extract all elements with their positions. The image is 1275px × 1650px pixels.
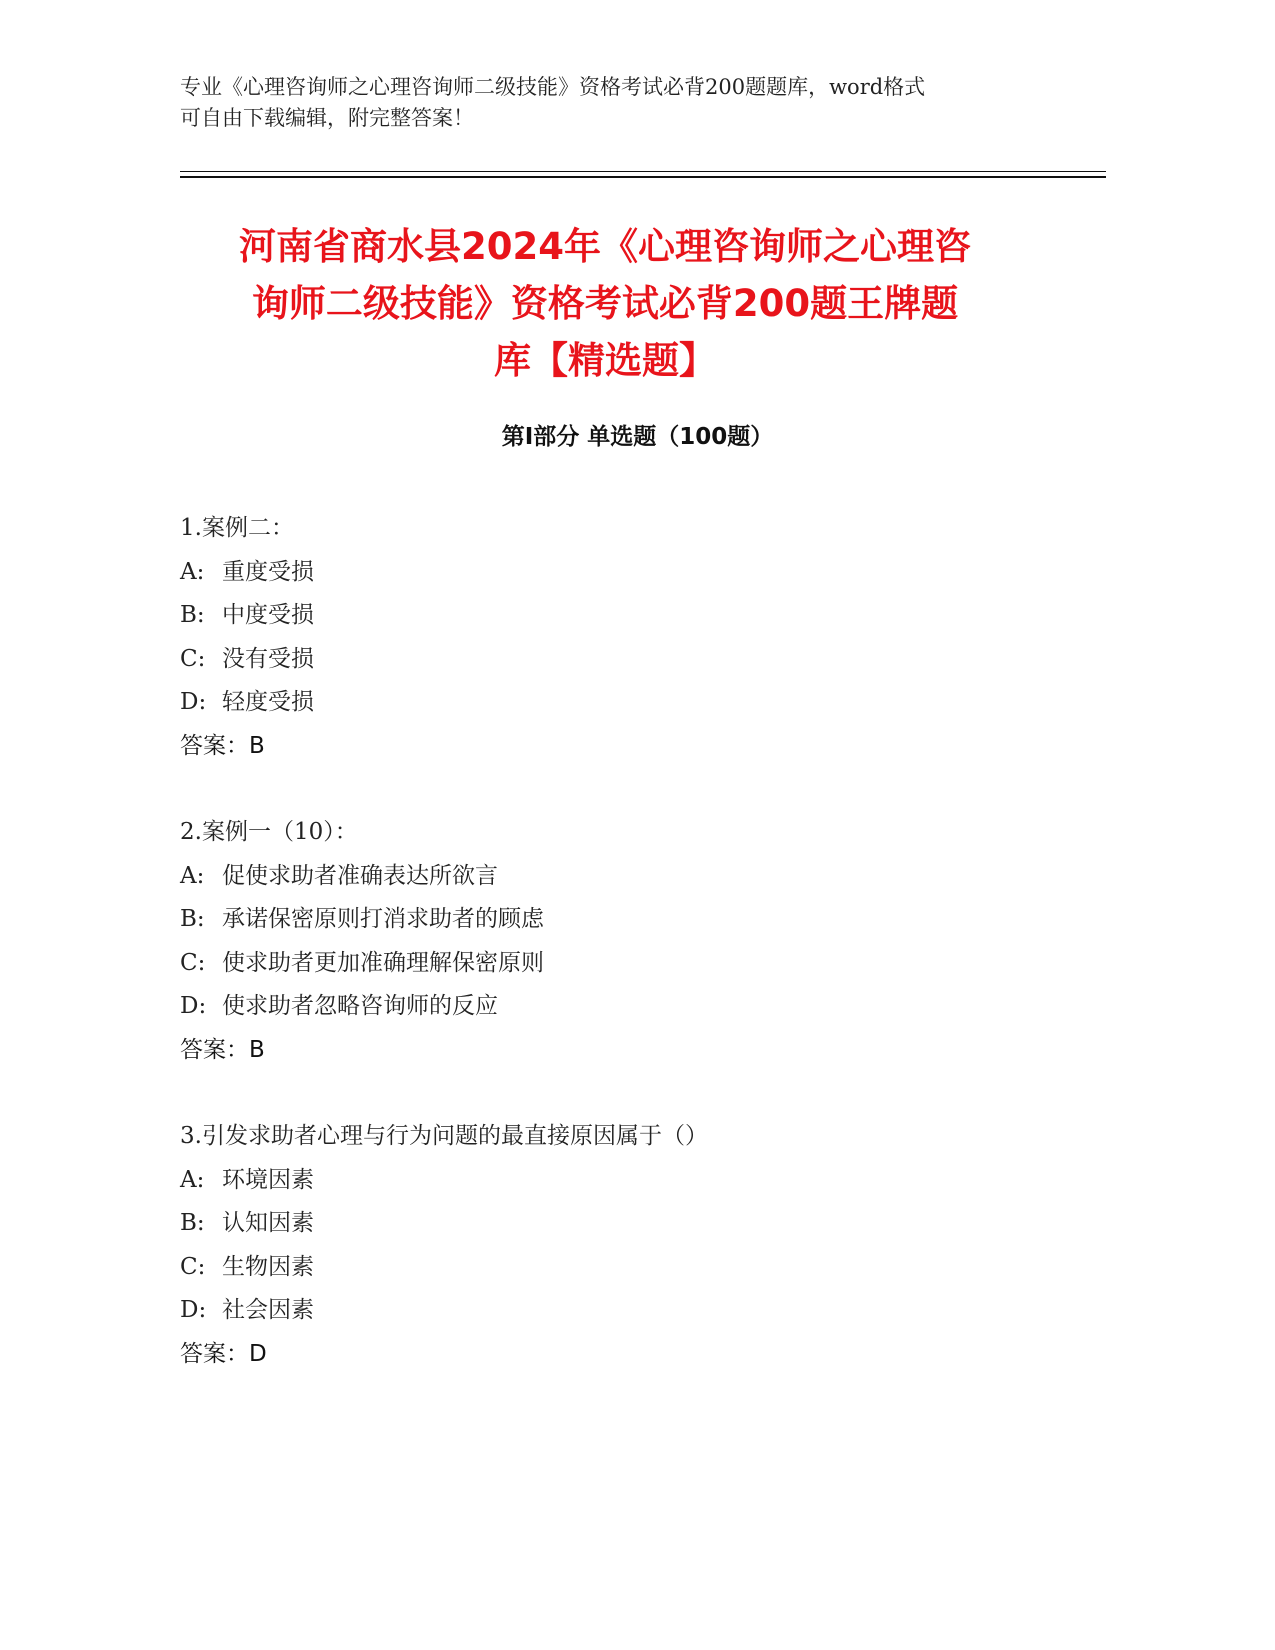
- option-c: [180, 942, 1080, 986]
- question-stem: 1.案例二：: [180, 515, 294, 541]
- option-label: C:: [180, 1253, 206, 1280]
- option-a: [180, 1159, 1080, 1203]
- header-note-line-1: 专业《心理咨询师之心理咨询师二级技能》资格考试必背200题题库，word格式: [180, 75, 926, 99]
- header-note-line-2: 可自由下载编辑，附完整答案！: [180, 106, 474, 130]
- section-heading: 第Ⅰ部分 单选题（100题）: [501, 424, 774, 450]
- option-label: C:: [180, 949, 206, 976]
- option-label: A:: [180, 558, 205, 585]
- answer-line: 答案：B: [180, 732, 265, 759]
- document-title-line-2: 询师二级技能》资格考试必背200题王牌题: [251, 282, 959, 325]
- option-label: C:: [180, 645, 206, 672]
- option-text: 环境因素: [222, 1166, 314, 1193]
- question-stem: 2.案例一（10）：: [180, 819, 358, 845]
- option-label: A:: [180, 1166, 205, 1193]
- option-text: 重度受损: [222, 558, 314, 585]
- header-divider-thick: [180, 176, 1106, 178]
- question-list: [180, 507, 1080, 1419]
- option-text: 承诺保密原则打消求助者的顾虑: [222, 906, 544, 932]
- option-a: [180, 855, 1080, 899]
- document-title-line-1: 河南省商水县2024年《心理咨询师之心理咨: [239, 225, 971, 268]
- option-label: D:: [180, 689, 207, 715]
- option-b: [180, 898, 1080, 942]
- option-text: 没有受损: [222, 645, 314, 672]
- option-label: D:: [180, 993, 207, 1019]
- option-label: B:: [180, 602, 205, 628]
- question-1: [180, 507, 1080, 768]
- document-title-line-3: 库【精选题】: [494, 339, 716, 382]
- option-text: 轻度受损: [222, 689, 314, 715]
- option-text: 中度受损: [222, 602, 314, 628]
- option-text: 认知因素: [222, 1210, 314, 1236]
- option-b: [180, 1202, 1080, 1246]
- option-text: 社会因素: [222, 1297, 314, 1323]
- answer-line: 答案：D: [180, 1340, 267, 1367]
- option-label: A:: [180, 862, 205, 889]
- option-d: [180, 1289, 1080, 1333]
- option-c: [180, 638, 1080, 682]
- question-3: [180, 1115, 1080, 1376]
- option-label: D:: [180, 1297, 207, 1323]
- option-text: 使求助者更加准确理解保密原则: [222, 949, 544, 976]
- header-divider-thin: [180, 171, 1106, 172]
- option-a: [180, 551, 1080, 595]
- answer-line: 答案：B: [180, 1036, 265, 1063]
- document-title: [170, 218, 1040, 389]
- question-2: [180, 811, 1080, 1072]
- option-b: [180, 594, 1080, 638]
- question-stem: 3.引发求助者心理与行为问题的最直接原因属于（）: [180, 1123, 708, 1149]
- header-note: [180, 72, 1040, 134]
- option-text: 生物因素: [222, 1253, 314, 1280]
- option-label: B:: [180, 906, 205, 932]
- option-text: 促使求助者准确表达所欲言: [222, 862, 498, 889]
- option-c: [180, 1246, 1080, 1290]
- option-d: [180, 985, 1080, 1029]
- option-label: B:: [180, 1210, 205, 1236]
- option-text: 使求助者忽略咨询师的反应: [222, 993, 498, 1019]
- option-d: [180, 681, 1080, 725]
